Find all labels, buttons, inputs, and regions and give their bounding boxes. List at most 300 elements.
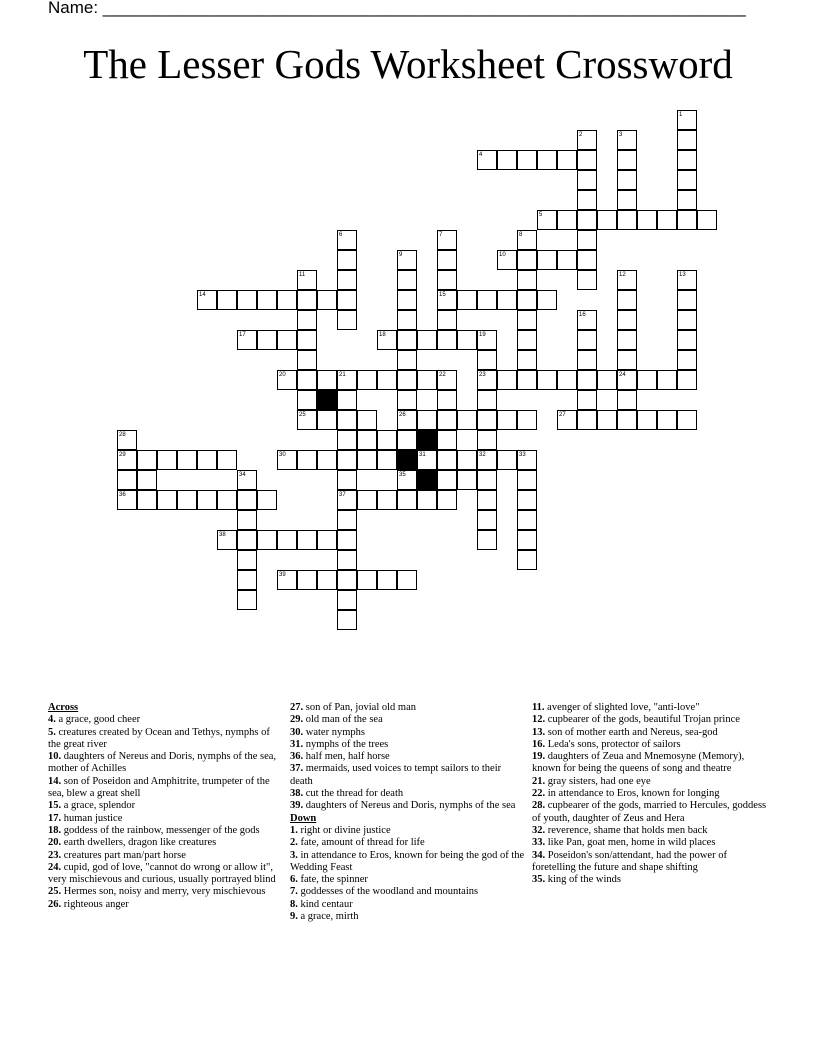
clue-text: human justice <box>61 812 123 824</box>
clue-text: son of Pan, jovial old man <box>303 702 416 713</box>
clue-number: 39. <box>290 800 304 812</box>
crossword-cell[interactable] <box>517 490 537 510</box>
clue-text: daughters of Nereus and Doris, nymphs of the sea, mother of Achilles <box>48 751 277 775</box>
cell-number: 39 <box>279 572 286 578</box>
crossword-cell[interactable] <box>337 450 357 470</box>
crossword-cell[interactable] <box>537 290 557 310</box>
crossword-cell[interactable] <box>617 330 637 350</box>
crossword-cell[interactable] <box>537 370 557 390</box>
crossword-cell[interactable] <box>397 330 417 350</box>
crossword-cell[interactable] <box>677 130 697 150</box>
clue-item <box>532 751 768 776</box>
cell-number: 14 <box>199 292 206 298</box>
crossword-cell[interactable] <box>517 250 537 270</box>
clue-item <box>532 727 768 739</box>
crossword-cell[interactable] <box>257 530 277 550</box>
crossword-cell[interactable] <box>617 210 637 230</box>
crossword-cell[interactable] <box>577 170 597 190</box>
blocked-cell <box>417 430 437 450</box>
cell-number: 37 <box>339 492 346 498</box>
clue-text: mermaids, used voices to tempt sailors to their death <box>290 763 502 787</box>
crossword-cell[interactable] <box>397 570 417 590</box>
clue-number: 10. <box>48 751 62 763</box>
clue-item <box>290 837 526 849</box>
crossword-cell[interactable] <box>297 570 317 590</box>
clue-number: 8. <box>290 898 298 910</box>
crossword-cell[interactable] <box>397 270 417 290</box>
crossword-cell[interactable] <box>457 470 477 490</box>
crossword-cell[interactable] <box>497 290 517 310</box>
crossword-cell[interactable] <box>117 470 137 490</box>
crossword-cell[interactable] <box>377 490 397 510</box>
crossword-cell[interactable] <box>437 310 457 330</box>
clue-number: 23. <box>48 849 62 861</box>
crossword-cell[interactable] <box>577 190 597 210</box>
crossword-cell[interactable] <box>517 370 537 390</box>
crossword-cell[interactable] <box>577 370 597 390</box>
crossword-cell[interactable] <box>477 470 497 490</box>
crossword-cell[interactable] <box>437 430 457 450</box>
crossword-cell[interactable] <box>337 530 357 550</box>
crossword-cell[interactable] <box>277 290 297 310</box>
crossword-cell[interactable] <box>137 450 157 470</box>
clue-item <box>532 776 768 788</box>
cell-number: 11 <box>299 272 306 278</box>
cell-number: 21 <box>339 372 346 378</box>
cell-number: 23 <box>479 372 486 378</box>
cell-number: 25 <box>299 412 306 418</box>
crossword-cell[interactable] <box>237 550 257 570</box>
clue-number: 37. <box>290 763 304 775</box>
cell-number: 33 <box>519 452 526 458</box>
clue-item <box>532 702 768 714</box>
crossword-cell[interactable] <box>437 450 457 470</box>
crossword-cell[interactable] <box>557 370 577 390</box>
cell-number: 36 <box>119 492 126 498</box>
crossword-cell[interactable] <box>437 410 457 430</box>
clue-text: old man of the sea <box>303 714 383 726</box>
crossword-cell[interactable] <box>297 370 317 390</box>
crossword-cell[interactable] <box>637 210 657 230</box>
crossword-cell[interactable] <box>237 570 257 590</box>
clue-text: water nymphs <box>303 726 365 738</box>
crossword-cell[interactable] <box>477 290 497 310</box>
crossword-cell[interactable] <box>657 410 677 430</box>
crossword-cell[interactable] <box>617 410 637 430</box>
clue-text: son of Poseidon and Amphitrite, trumpeter of the sea, blew a great shell <box>48 775 270 800</box>
crossword-cell[interactable] <box>417 370 437 390</box>
crossword-cell[interactable] <box>457 330 477 350</box>
clue-text: a grace, mirth <box>297 911 359 923</box>
crossword-cell[interactable] <box>537 250 557 270</box>
crossword-cell[interactable] <box>557 250 577 270</box>
crossword-cell[interactable] <box>337 430 357 450</box>
crossword-cell[interactable] <box>577 390 597 410</box>
crossword-cell[interactable] <box>477 410 497 430</box>
clue-number: 9. <box>290 911 298 923</box>
page-title: The Lesser Gods Worksheet Crossword <box>83 41 733 87</box>
crossword-cell[interactable] <box>317 290 337 310</box>
crossword-cell[interactable] <box>677 170 697 190</box>
crossword-cell[interactable] <box>477 530 497 550</box>
crossword-cell[interactable] <box>297 350 317 370</box>
clue-item <box>290 800 526 812</box>
crossword-cell[interactable] <box>677 330 697 350</box>
crossword-cell[interactable] <box>537 150 557 170</box>
crossword-cell[interactable] <box>257 290 277 310</box>
clue-text: righteous anger <box>61 898 129 910</box>
crossword-cell[interactable] <box>397 430 417 450</box>
cell-number: 38 <box>219 532 226 538</box>
clue-item <box>290 825 526 837</box>
clue-text: nymphs of the trees <box>303 738 389 750</box>
cell-number: 22 <box>439 372 446 378</box>
clue-text: kind centaur <box>297 898 353 910</box>
clue-number: 32. <box>532 824 546 836</box>
clue-number: 27. <box>290 702 304 713</box>
clue-text: Poseidon's son/attendant, had the power of foretelling the future and shape shifting <box>532 849 727 873</box>
crossword-cell[interactable] <box>297 310 317 330</box>
blocked-cell <box>417 470 437 490</box>
clue-text: avenger of slighted love, "anti-love" <box>544 702 700 713</box>
crossword-cell[interactable] <box>517 270 537 290</box>
crossword-cell[interactable] <box>297 330 317 350</box>
crossword-cell[interactable] <box>317 410 337 430</box>
crossword-cell[interactable] <box>637 410 657 430</box>
crossword-cell[interactable] <box>517 510 537 530</box>
crossword-cell[interactable] <box>497 410 517 430</box>
crossword-cell[interactable] <box>317 530 337 550</box>
crossword-cell[interactable] <box>477 430 497 450</box>
crossword-cell[interactable] <box>517 410 537 430</box>
clue-number: 2. <box>290 837 298 849</box>
crossword-cell[interactable] <box>617 170 637 190</box>
crossword-cell[interactable] <box>337 610 357 630</box>
clue-number: 21. <box>532 775 546 787</box>
clue-item <box>290 874 526 886</box>
crossword-cell[interactable] <box>277 330 297 350</box>
crossword-cell[interactable] <box>417 410 437 430</box>
clue-text: goddess of the rainbow, messenger of the gods <box>61 824 260 836</box>
clue-item <box>48 800 284 812</box>
crossword-cell[interactable] <box>237 510 257 530</box>
crossword-cell[interactable] <box>677 190 697 210</box>
clue-item <box>532 874 768 886</box>
cell-number: 27 <box>559 412 566 418</box>
crossword-cell[interactable] <box>357 410 377 430</box>
blocked-cell <box>317 390 337 410</box>
crossword-cell[interactable] <box>577 270 597 290</box>
crossword-cell[interactable] <box>617 350 637 370</box>
clue-item <box>532 825 768 837</box>
clue-item <box>48 727 284 752</box>
crossword-cell[interactable] <box>657 210 677 230</box>
clue-text: half men, half horse <box>303 751 390 763</box>
crossword-cell[interactable] <box>617 310 637 330</box>
clue-text: daughters of Zeua and Mnemosyne (Memory), known for being the queens of song and theatre <box>532 751 745 775</box>
crossword-cell[interactable] <box>297 530 317 550</box>
clue-section-header: Across <box>48 702 79 713</box>
clue-item <box>532 800 768 825</box>
cell-number: 6 <box>339 232 343 238</box>
name-underline: ____________________________________________________________________ <box>102 0 746 17</box>
crossword-cell[interactable] <box>277 530 297 550</box>
crossword-cell[interactable] <box>237 490 257 510</box>
clue-number: 34. <box>532 849 546 861</box>
cell-number: 4 <box>479 152 483 158</box>
clue-number: 11. <box>532 702 545 713</box>
crossword-cell[interactable] <box>317 450 337 470</box>
crossword-cell[interactable] <box>357 570 377 590</box>
crossword-cell[interactable] <box>337 410 357 430</box>
clue-item <box>290 886 526 898</box>
crossword-cell[interactable] <box>597 410 617 430</box>
clue-number: 38. <box>290 788 304 800</box>
crossword-cell[interactable] <box>617 290 637 310</box>
crossword-cell[interactable] <box>357 490 377 510</box>
crossword-cell[interactable] <box>197 450 217 470</box>
clue-item <box>532 739 768 751</box>
cell-number: 20 <box>279 372 286 378</box>
crossword-cell[interactable] <box>677 210 697 230</box>
cell-number: 29 <box>119 452 126 458</box>
crossword-cell[interactable] <box>377 370 397 390</box>
crossword-cell[interactable] <box>577 410 597 430</box>
crossword-cell[interactable] <box>677 150 697 170</box>
crossword-cell[interactable] <box>337 470 357 490</box>
clue-number: 26. <box>48 898 62 910</box>
crossword-cell[interactable] <box>477 510 497 530</box>
clue-item <box>290 751 526 763</box>
crossword-cell[interactable] <box>517 470 537 490</box>
crossword-cell[interactable] <box>517 290 537 310</box>
crossword-cell[interactable] <box>497 450 517 470</box>
blocked-cell <box>397 450 417 470</box>
crossword-cell[interactable] <box>377 430 397 450</box>
crossword-cell[interactable] <box>257 490 277 510</box>
crossword-cell[interactable] <box>677 410 697 430</box>
crossword-cell[interactable] <box>357 370 377 390</box>
cell-number: 17 <box>239 332 246 338</box>
crossword-cell[interactable] <box>597 210 617 230</box>
cell-number: 1 <box>679 112 683 118</box>
crossword-cell[interactable] <box>377 450 397 470</box>
cell-number: 32 <box>479 452 486 458</box>
crossword-cell[interactable] <box>437 390 457 410</box>
clue-text: right or divine justice <box>297 824 391 836</box>
crossword-cell[interactable] <box>217 490 237 510</box>
crossword-cell[interactable] <box>417 330 437 350</box>
crossword-cell[interactable] <box>257 330 277 350</box>
crossword-cell[interactable] <box>617 150 637 170</box>
crossword-cell[interactable] <box>197 490 217 510</box>
crossword-cell[interactable] <box>337 550 357 570</box>
crossword-cell[interactable] <box>217 290 237 310</box>
crossword-cell[interactable] <box>397 370 417 390</box>
clue-item <box>290 763 526 788</box>
clue-number: 18. <box>48 824 62 836</box>
cell-number: 9 <box>399 252 403 258</box>
cell-number: 35 <box>399 472 406 478</box>
clue-item <box>48 813 284 825</box>
crossword-cell[interactable] <box>457 450 477 470</box>
clue-text: creatures created by Ocean and Tethys, nymphs of the great river <box>48 726 270 750</box>
crossword-cell[interactable] <box>437 470 457 490</box>
crossword-cell[interactable] <box>217 450 237 470</box>
clue-number: 28. <box>532 800 546 812</box>
clue-text: fate, the spinner <box>297 874 368 886</box>
crossword-cell[interactable] <box>317 370 337 390</box>
clue-text: a grace, good cheer <box>55 714 141 726</box>
crossword-cell[interactable] <box>477 390 497 410</box>
clue-text: fate, amount of thread for life <box>297 837 425 849</box>
crossword-cell[interactable] <box>577 230 597 250</box>
crossword-cell[interactable] <box>337 590 357 610</box>
crossword-cell[interactable] <box>677 310 697 330</box>
clue-number: 25. <box>48 886 62 898</box>
crossword-cell[interactable] <box>677 370 697 390</box>
crossword-cell[interactable] <box>177 490 197 510</box>
clue-number: 29. <box>290 714 304 726</box>
crossword-cell[interactable] <box>677 290 697 310</box>
clue-item <box>290 727 526 739</box>
clue-number: 20. <box>48 837 62 849</box>
crossword-cell[interactable] <box>437 270 457 290</box>
clue-text: like Pan, goat men, home in wild places <box>545 837 716 849</box>
crossword-cell[interactable] <box>157 490 177 510</box>
crossword-cell[interactable] <box>237 290 257 310</box>
crossword-cell[interactable] <box>517 530 537 550</box>
clue-number: 36. <box>290 751 304 763</box>
crossword-cell[interactable] <box>477 350 497 370</box>
crossword-cell[interactable] <box>437 490 457 510</box>
clue-item <box>48 850 284 862</box>
crossword-cell[interactable] <box>337 290 357 310</box>
crossword-cell[interactable] <box>157 450 177 470</box>
crossword-cell[interactable] <box>577 330 597 350</box>
crossword-cell[interactable] <box>177 450 197 470</box>
clue-number: 31. <box>290 738 304 750</box>
crossword-cell[interactable] <box>397 350 417 370</box>
crossword-cell[interactable] <box>237 530 257 550</box>
crossword-cell[interactable] <box>437 250 457 270</box>
crossword-cell[interactable] <box>337 570 357 590</box>
crossword-cell[interactable] <box>337 310 357 330</box>
crossword-cell[interactable] <box>697 210 717 230</box>
clue-number: 3. <box>290 849 298 861</box>
crossword-cell[interactable] <box>617 390 637 410</box>
clue-item <box>290 911 526 923</box>
crossword-cell[interactable] <box>457 290 477 310</box>
crossword-cell[interactable] <box>297 390 317 410</box>
crossword-cell[interactable] <box>337 510 357 530</box>
clue-number: 15. <box>48 800 62 812</box>
crossword-cell[interactable] <box>137 470 157 490</box>
clue-text: reverence, shame that holds men back <box>545 824 708 836</box>
clue-text: cupid, god of love, "cannot do wrong or allow it", very mischievous and curious, usually portrayed blind <box>48 861 276 886</box>
crossword-cell[interactable] <box>317 570 337 590</box>
clue-text: cupbearer of the gods, married to Hercules, goddess of youth, daughter of Zeus and Hera <box>532 800 767 824</box>
clue-text: in attendance to Eros, known for longing <box>545 788 720 800</box>
crossword-cell[interactable] <box>137 490 157 510</box>
crossword-cell[interactable] <box>397 490 417 510</box>
clue-text: creatures part man/part horse <box>61 849 186 861</box>
crossword-cell[interactable] <box>477 490 497 510</box>
clue-item <box>532 714 768 726</box>
crossword-cell[interactable] <box>517 150 537 170</box>
crossword-cell[interactable] <box>577 250 597 270</box>
crossword-cell[interactable] <box>337 270 357 290</box>
clue-item <box>48 751 284 776</box>
crossword-cell[interactable] <box>417 490 437 510</box>
crossword-cell[interactable] <box>337 250 357 270</box>
cell-number: 34 <box>239 472 246 478</box>
crossword-cell[interactable] <box>397 290 417 310</box>
crossword-cell[interactable] <box>397 390 417 410</box>
cell-number: 12 <box>619 272 626 278</box>
clue-item <box>48 899 284 911</box>
crossword-cell[interactable] <box>677 350 697 370</box>
crossword-cell[interactable] <box>577 350 597 370</box>
cell-number: 2 <box>579 132 583 138</box>
clue-item <box>290 702 526 714</box>
clue-number: 22. <box>532 788 546 800</box>
crossword-cell[interactable] <box>337 390 357 410</box>
cell-number: 10 <box>499 252 506 258</box>
crossword-cell[interactable] <box>577 210 597 230</box>
crossword-cell[interactable] <box>517 350 537 370</box>
crossword-cell[interactable] <box>377 570 397 590</box>
crossword-cell[interactable] <box>457 410 477 430</box>
crossword-cell[interactable] <box>297 290 317 310</box>
clue-column-3 <box>532 702 768 886</box>
cell-number: 3 <box>619 132 623 138</box>
crossword-cell[interactable] <box>497 370 517 390</box>
crossword-cell[interactable] <box>517 310 537 330</box>
crossword-cell[interactable] <box>357 450 377 470</box>
clue-text: Hermes son, noisy and merry, very mischievous <box>61 886 266 898</box>
crossword-cell[interactable] <box>617 190 637 210</box>
crossword-cell[interactable] <box>497 150 517 170</box>
clue-text: Leda's sons, protector of sailors <box>545 738 681 750</box>
clue-number: 24. <box>48 861 62 873</box>
crossword-cell[interactable] <box>297 450 317 470</box>
crossword-cell[interactable] <box>597 370 617 390</box>
cell-number: 24 <box>619 372 626 378</box>
cell-number: 8 <box>519 232 523 238</box>
crossword-cell[interactable] <box>557 210 577 230</box>
clue-item <box>532 837 768 849</box>
crossword-cell[interactable] <box>657 370 677 390</box>
crossword-cell[interactable] <box>397 310 417 330</box>
crossword-cell[interactable] <box>577 150 597 170</box>
clue-number: 35. <box>532 874 546 886</box>
crossword-cell[interactable] <box>237 590 257 610</box>
crossword-cell[interactable] <box>637 370 657 390</box>
cell-number: 26 <box>399 412 406 418</box>
crossword-cell[interactable] <box>357 430 377 450</box>
clue-item <box>48 886 284 898</box>
crossword-cell[interactable] <box>517 330 537 350</box>
clue-number: 7. <box>290 886 298 898</box>
crossword-cell[interactable] <box>437 330 457 350</box>
clue-text: son of mother earth and Nereus, sea-god <box>545 726 718 738</box>
clue-item <box>290 714 526 726</box>
crossword-cell[interactable] <box>557 150 577 170</box>
cell-number: 16 <box>579 312 586 318</box>
clue-number: 5. <box>48 726 56 738</box>
crossword-cell[interactable] <box>517 550 537 570</box>
